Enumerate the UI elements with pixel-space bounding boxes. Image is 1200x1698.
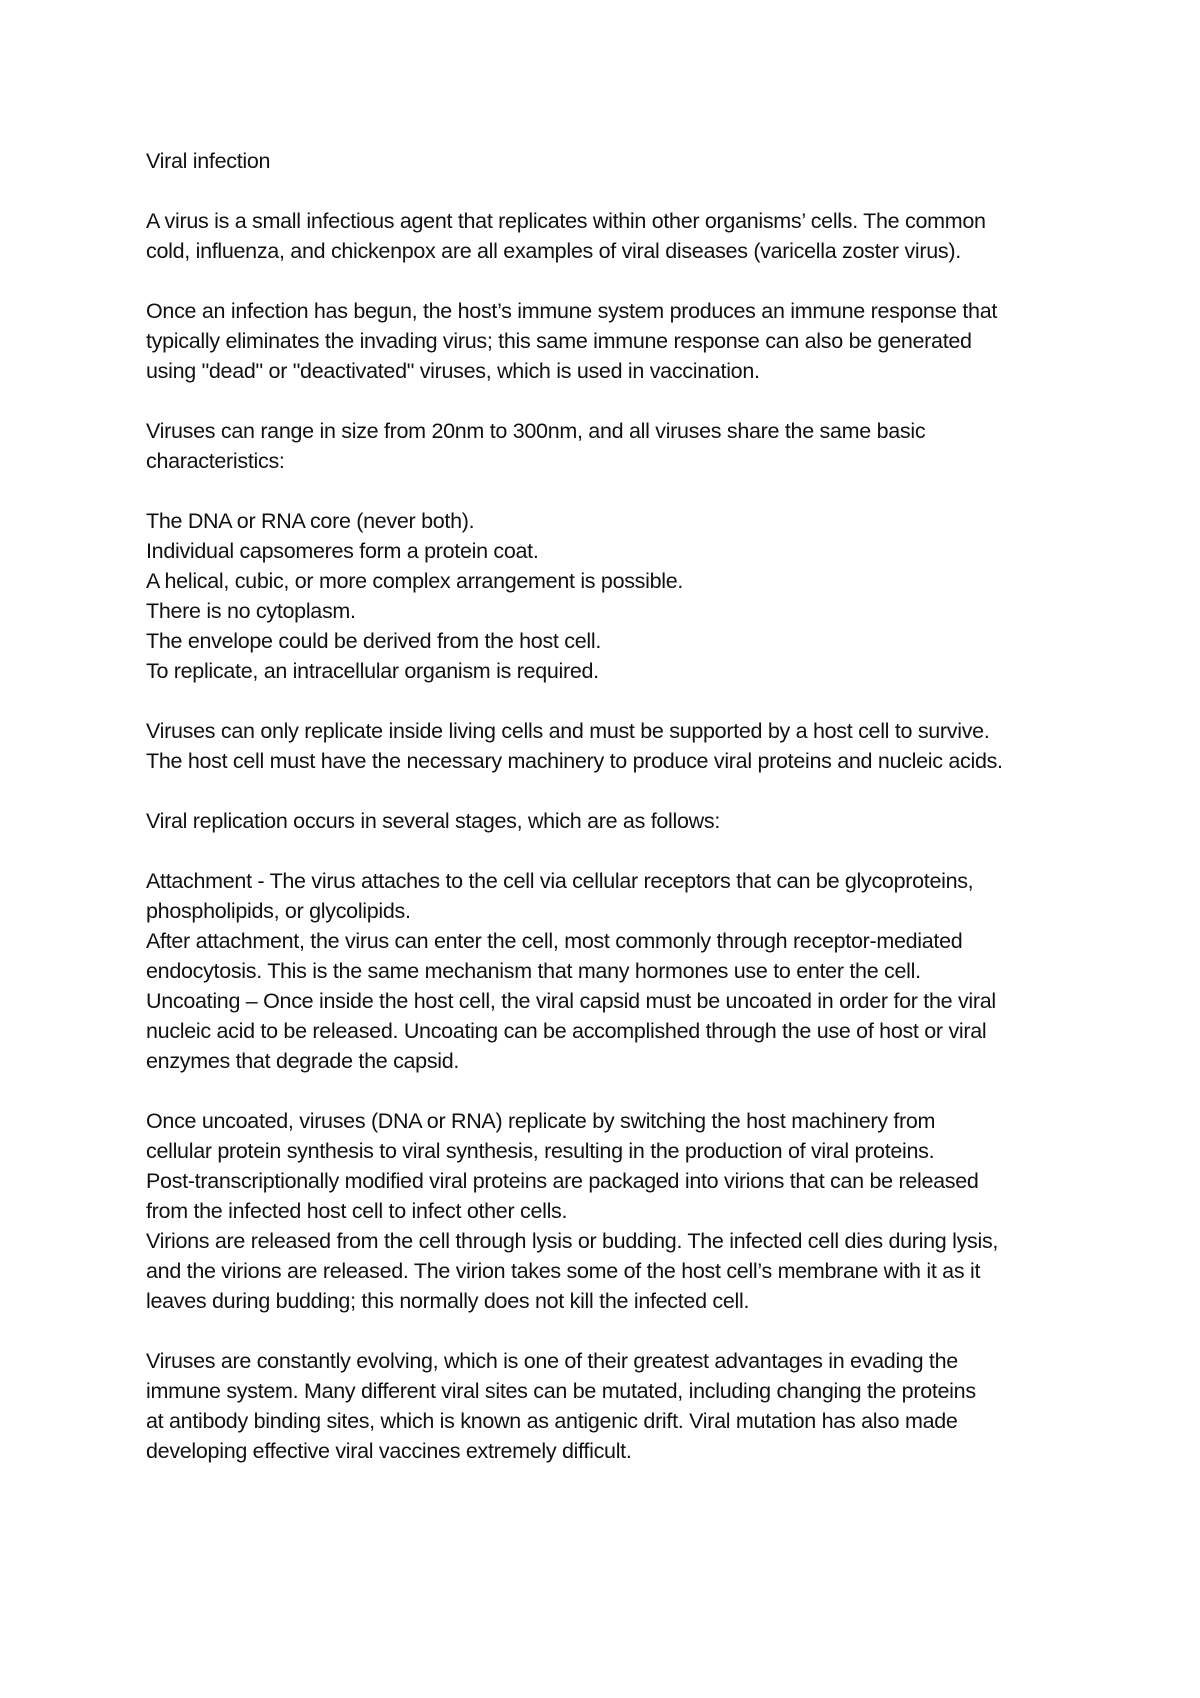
text-line: There is no cytoplasm. xyxy=(146,599,356,623)
text-line: Uncoating – Once inside the host cell, the viral capsid must be uncoated in order for the viral xyxy=(146,989,996,1013)
text-line: enzymes that degrade the capsid. xyxy=(146,1049,460,1073)
text-line: A virus is a small infectious agent that replicates within other organisms’ cells. The common xyxy=(146,209,986,233)
text-line: The host cell must have the necessary machinery to produce viral proteins and nucleic acids. xyxy=(146,749,1003,773)
text-line: and the virions are released. The virion takes some of the host cell’s membrane with it as it xyxy=(146,1259,981,1283)
text-line: Once an infection has begun, the host’s immune system produces an immune response that xyxy=(146,299,998,323)
paragraph xyxy=(146,506,1086,686)
text-line: nucleic acid to be released. Uncoating can be accomplished through the use of host or viral xyxy=(146,1019,987,1043)
paragraph xyxy=(146,206,1086,266)
text-line: at antibody binding sites, which is known as antigenic drift. Viral mutation has also made xyxy=(146,1409,958,1433)
document-body xyxy=(146,146,1086,1496)
paragraph xyxy=(146,806,1086,836)
paragraph xyxy=(146,416,1086,476)
text-line: To replicate, an intracellular organism is required. xyxy=(146,659,599,683)
paragraph xyxy=(146,1106,1086,1316)
text-line: from the infected host cell to infect other cells. xyxy=(146,1199,568,1223)
text-line: Once uncoated, viruses (DNA or RNA) replicate by switching the host machinery from xyxy=(146,1109,936,1133)
text-line: cold, influenza, and chickenpox are all examples of viral diseases (varicella zoster virus). xyxy=(146,239,961,263)
paragraph-list xyxy=(146,206,1086,1466)
paragraph xyxy=(146,866,1086,1076)
text-line: developing effective viral vaccines extremely difficult. xyxy=(146,1439,632,1463)
text-line: typically eliminates the invading virus; this same immune response can also be generated xyxy=(146,329,972,353)
text-line: Viruses can range in size from 20nm to 300nm, and all viruses share the same basic xyxy=(146,419,926,443)
text-line: characteristics: xyxy=(146,449,285,473)
text-line: Attachment - The virus attaches to the cell via cellular receptors that can be glycoproteins, xyxy=(146,869,974,893)
text-line: A helical, cubic, or more complex arrangement is possible. xyxy=(146,569,684,593)
text-line: phospholipids, or glycolipids. xyxy=(146,899,411,923)
text-line: Individual capsomeres form a protein coat. xyxy=(146,539,539,563)
text-line: The envelope could be derived from the host cell. xyxy=(146,629,601,653)
text-line: leaves during budding; this normally does not kill the infected cell. xyxy=(146,1289,750,1313)
text-line: Virions are released from the cell through lysis or budding. The infected cell dies during lysis, xyxy=(146,1229,999,1253)
text-line: The DNA or RNA core (never both). xyxy=(146,509,475,533)
paragraph xyxy=(146,716,1086,776)
text-line: Viruses are constantly evolving, which is one of their greatest advantages in evading the xyxy=(146,1349,958,1373)
paragraph xyxy=(146,1346,1086,1466)
text-line: immune system. Many different viral sites can be mutated, including changing the proteins xyxy=(146,1379,976,1403)
text-line: After attachment, the virus can enter the cell, most commonly through receptor-mediated xyxy=(146,929,963,953)
text-line: endocytosis. This is the same mechanism that many hormones use to enter the cell. xyxy=(146,959,921,983)
text-line: Viral replication occurs in several stages, which are as follows: xyxy=(146,809,721,833)
text-line: cellular protein synthesis to viral synthesis, resulting in the production of viral proteins. xyxy=(146,1139,935,1163)
text-line: using "dead" or "deactivated" viruses, which is used in vaccination. xyxy=(146,359,760,383)
document-title: Viral infection xyxy=(146,149,271,173)
text-line: Post-transcriptionally modified viral proteins are packaged into virions that can be released xyxy=(146,1169,979,1193)
paragraph xyxy=(146,296,1086,386)
text-line: Viruses can only replicate inside living cells and must be supported by a host cell to survive. xyxy=(146,719,990,743)
